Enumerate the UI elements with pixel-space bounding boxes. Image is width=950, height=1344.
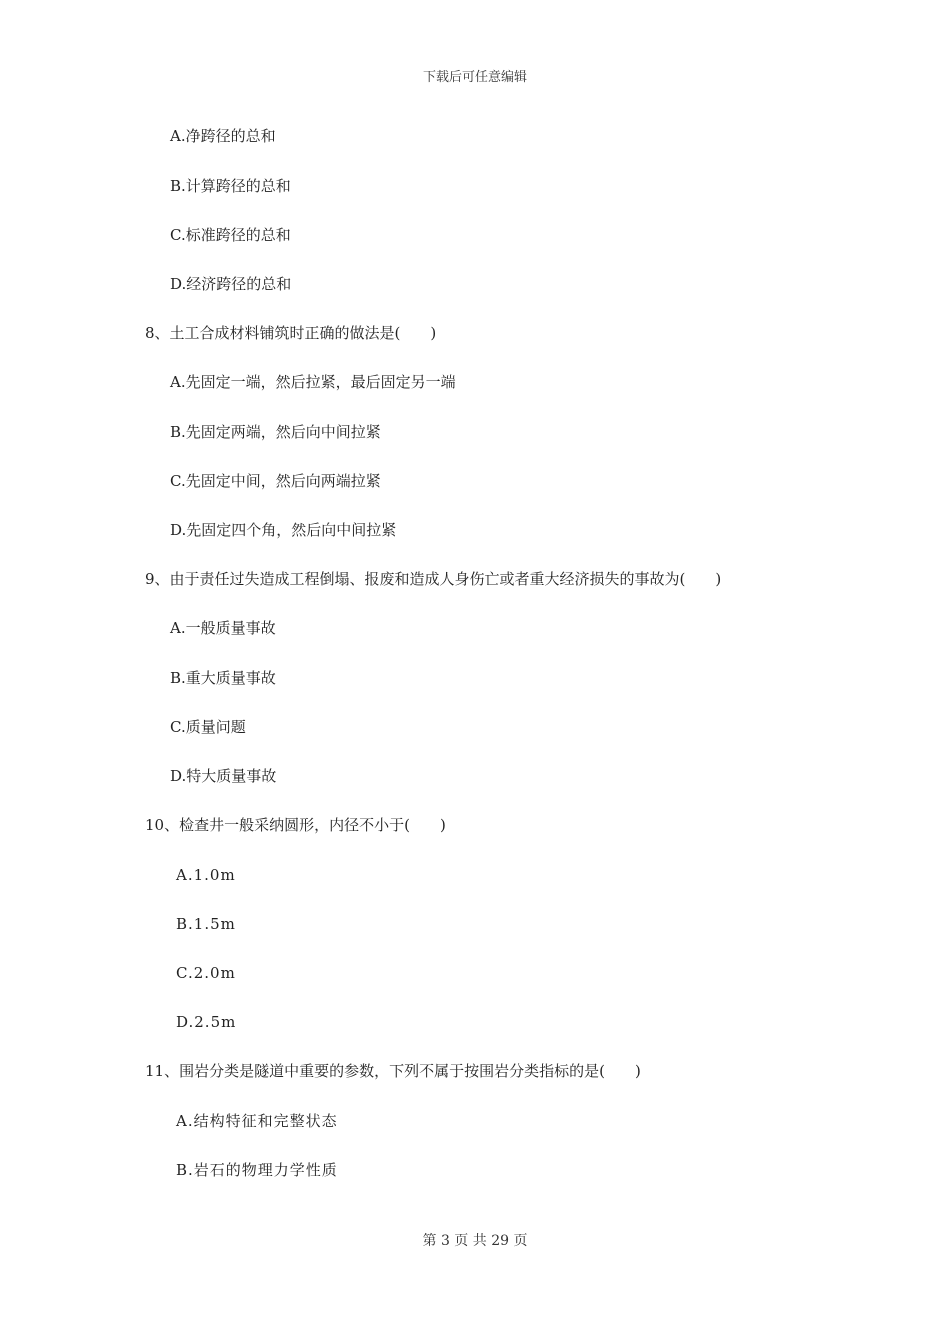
option-b: B.计算跨径的总和 — [170, 177, 291, 195]
option-b: B.重大质量事故 — [170, 669, 276, 687]
page-footer: 第 3 页 共 29 页 — [422, 1233, 528, 1249]
option-b: B.岩石的物理力学性质 — [176, 1161, 338, 1179]
option-a: A.结构特征和完整状态 — [176, 1112, 338, 1130]
question-8: 8、土工合成材料铺筑时正确的做法是( ) — [145, 324, 437, 342]
option-a: A.先固定一端，然后拉紧，最后固定另一端 — [170, 373, 456, 391]
question-10: 10、检查井一般采纳圆形，内径不小于( ) — [145, 816, 446, 834]
option-b: B.先固定两端，然后向中间拉紧 — [170, 423, 381, 441]
option-c: C.先固定中间，然后向两端拉紧 — [170, 472, 381, 490]
question-11: 11、围岩分类是隧道中重要的参数，下列不属于按围岩分类指标的是( ) — [145, 1062, 641, 1080]
option-c: C.质量问题 — [170, 718, 246, 736]
option-a: A.一般质量事故 — [170, 619, 276, 637]
option-a: A.1.0m — [176, 866, 236, 884]
option-d: D.特大质量事故 — [170, 767, 277, 785]
option-d: D.经济跨径的总和 — [170, 275, 292, 293]
option-a: A.净跨径的总和 — [170, 127, 276, 145]
option-c: C.2.0m — [176, 964, 236, 982]
question-9: 9、由于责任过失造成工程倒塌、报废和造成人身伤亡或者重大经济损失的事故为( ) — [145, 570, 722, 588]
option-d: D.2.5m — [176, 1013, 237, 1031]
option-d: D.先固定四个角，然后向中间拉紧 — [170, 521, 397, 539]
option-b: B.1.5m — [176, 915, 236, 933]
page-header: 下载后可任意编辑 — [422, 70, 527, 85]
option-c: C.标准跨径的总和 — [170, 226, 291, 244]
